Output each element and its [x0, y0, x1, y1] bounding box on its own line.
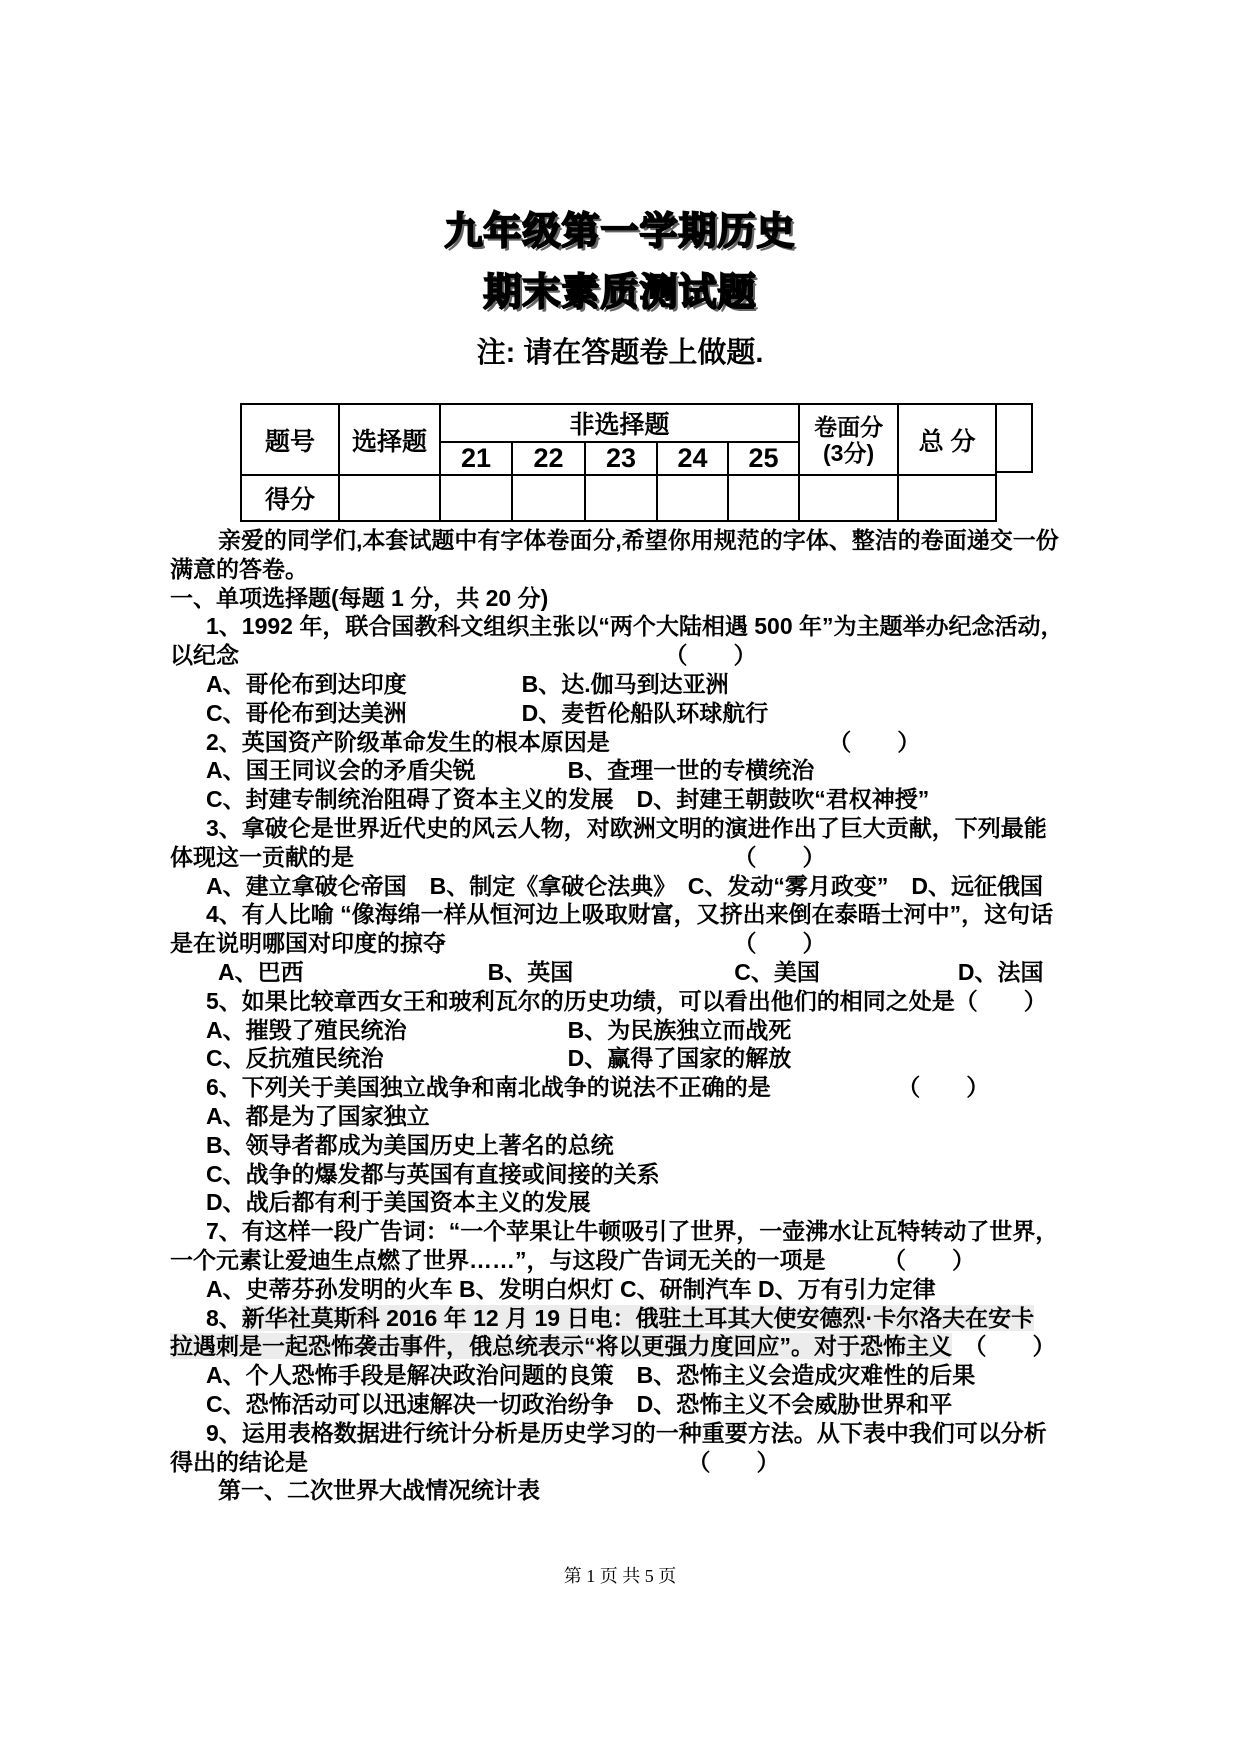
score-cell-total: [898, 475, 996, 521]
text-segment: C、战争的爆发都与英国有直接或间接的关系: [206, 1160, 660, 1187]
text-line: [170, 756, 1070, 785]
score-cell-23: [585, 475, 657, 521]
text-segment: 2、英国资产阶级革命发生的根本原因是 （ ）: [206, 728, 921, 755]
text-line: [170, 1217, 1070, 1246]
text-line: [170, 1160, 1070, 1189]
text-line: [170, 1390, 1070, 1419]
text-line: [170, 1332, 1070, 1361]
score-cell-24: [657, 475, 728, 521]
text-line: [170, 814, 1070, 843]
table-subcol-25: 25: [728, 442, 799, 475]
table-subcol-24: 24: [657, 442, 728, 475]
text-line: [170, 1131, 1070, 1160]
table-header-non-choice: 非选择题: [440, 404, 799, 442]
text-line: [170, 1188, 1070, 1217]
text-line: [170, 1476, 1070, 1505]
text-segment: 8、: [206, 1304, 242, 1331]
text-line: [170, 872, 1070, 901]
text-line: [170, 987, 1070, 1016]
highlighted-text: 拉遇刺是一起恐怖袭击事件，俄总统表示“将以更强力度回应”。对于恐怖主义: [170, 1333, 952, 1360]
text-segment: D、战后都有利于美国资本主义的发展: [206, 1189, 591, 1216]
score-cell-paper: [799, 475, 898, 521]
text-line: [170, 612, 1070, 641]
exam-title-line2: 期末素质测试题: [483, 272, 757, 314]
text-segment: A、个人恐怖手段是解决政治问题的良策 B、恐怖主义会造成灾难性的后果: [206, 1362, 976, 1389]
text-line: [170, 958, 1070, 987]
table-subcol-22: 22: [512, 442, 585, 475]
text-segment: 3、拿破仑是世界近代史的风云人物，对欧洲文明的演进作出了巨大贡献，下列最能: [206, 814, 1047, 841]
text-segment: 一个元素让爱迪生点燃了世界……”，与这段广告词无关的一项是 （ ）: [170, 1246, 975, 1273]
text-line: [170, 785, 1070, 814]
page-number-footer: 第 1 页 共 5 页: [563, 1566, 677, 1586]
text-line: [170, 584, 1070, 613]
text-line: [170, 1102, 1070, 1131]
score-cell-25: [728, 475, 799, 521]
text-segment: A、建立拿破仑帝国 B、制定《拿破仑法典》 C、发动“雾月政变” D、远征俄国: [206, 872, 1043, 899]
text-segment: 6、下列关于美国独立战争和南北战争的说法不正确的是 （ ）: [206, 1074, 990, 1101]
text-segment: C、恐怖活动可以迅速解决一切政治纷争 D、恐怖主义不会威胁世界和平: [206, 1390, 953, 1417]
text-segment: A、史蒂芬孙发明的火车 B、发明白炽灯 C、研制汽车 D、万有引力定律: [206, 1275, 936, 1302]
text-line: [170, 728, 1070, 757]
text-line: [170, 670, 1070, 699]
table-header-choice: 选择题: [339, 404, 440, 475]
exam-body-text: [170, 526, 1070, 1505]
score-table-wrap: [240, 403, 995, 522]
text-line: [170, 1304, 1070, 1333]
text-segment: A、巴西 B、英国 C、美国 D、法国: [218, 958, 1044, 985]
table-header-total: 总 分: [898, 404, 996, 475]
text-line: [170, 1448, 1070, 1477]
text-segment: 以纪念 （ ）: [170, 642, 757, 669]
exam-title-line1: 九年级第一学期历史: [444, 211, 796, 253]
text-segment: A、都是为了国家独立: [206, 1102, 430, 1129]
text-line: [170, 555, 1070, 584]
text-segment: 得出的结论是 （ ）: [170, 1448, 780, 1475]
text-segment: 体现这一贡献的是 （ ）: [170, 843, 826, 870]
text-segment: 7、有这样一段广告词：“一个苹果让牛顿吸引了世界，一壶沸水让瓦特转动了世界，: [206, 1218, 1059, 1245]
text-segment: 1、1992 年，联合国教科文组织主张以“两个大陆相遇 500 年”为主题举办纪念活动，: [206, 613, 1064, 640]
score-table: [240, 403, 997, 522]
exam-note: 注: 请在答题卷上做题.: [476, 337, 764, 369]
text-line: [170, 1044, 1070, 1073]
table-header-paper-score: [799, 404, 898, 475]
text-line: [170, 1246, 1070, 1275]
text-segment: B、领导者都成为美国历史上著名的总统: [206, 1131, 614, 1158]
text-segment: A、摧毁了殖民统治 B、为民族独立而战死: [206, 1016, 792, 1043]
highlighted-text: 新华社莫斯科 2016 年 12 月 19 日电：俄驻土耳其大使安德烈·卡尔洛夫在安卡: [241, 1304, 1035, 1331]
text-line: [170, 843, 1070, 872]
text-segment: C、封建专制统治阻碍了资本主义的发展 D、封建王朝鼓吹“君权神授”: [206, 786, 930, 813]
text-segment: 满意的答卷。: [170, 555, 308, 582]
table-subcol-23: 23: [585, 442, 657, 475]
text-line: [170, 1275, 1070, 1304]
text-segment: C、反抗殖民统治 D、赢得了国家的解放: [206, 1045, 792, 1072]
paper-score-line1: 卷面分: [814, 413, 884, 440]
text-line: [170, 526, 1070, 555]
table-stray-cell: [995, 403, 1033, 473]
text-line: [170, 1419, 1070, 1448]
text-segment: 第一、二次世界大战情况统计表: [218, 1477, 540, 1504]
text-segment: A、哥伦布到达印度 B、达.伽马到达亚洲: [206, 670, 729, 697]
table-header-question-no: 题号: [241, 404, 339, 475]
text-segment: A、国王同议会的矛盾尖锐 B、查理一世的专横统治: [206, 757, 815, 784]
text-line: [170, 1016, 1070, 1045]
score-cell-22: [512, 475, 585, 521]
text-segment: 是在说明哪国对印度的掠夺 （ ）: [170, 930, 826, 957]
text-segment: 9、运用表格数据进行统计分析是历史学习的一种重要方法。从下表中我们可以分析: [206, 1419, 1047, 1446]
score-cell-choice: [339, 475, 440, 521]
table-subcol-21: 21: [440, 442, 512, 475]
text-line: [170, 699, 1070, 728]
text-segment: 亲爱的同学们,本套试题中有字体卷面分,希望你用规范的字体、整洁的卷面递交一份: [218, 527, 1059, 553]
text-line: [170, 1361, 1070, 1390]
text-segment: 5、如果比较章西女王和玻利瓦尔的历史功绩，可以看出他们的相同之处是（ ）: [206, 987, 1047, 1014]
text-line: [170, 900, 1070, 929]
paper-score-line2: (3分): [823, 439, 875, 466]
score-cell-21: [440, 475, 512, 521]
text-segment: 一、单项选择题(每题 1 分，共 20 分): [170, 584, 549, 611]
text-line: [170, 641, 1070, 670]
text-segment: C、哥伦布到达美洲 D、麦哲伦船队环球航行: [206, 699, 769, 726]
text-segment: （ ）: [952, 1333, 1056, 1360]
text-segment: 4、有人比喻 “像海绵一样从恒河边上吸取财富，又挤出来倒在泰晤士河中”，这句话: [206, 901, 1054, 928]
text-line: [170, 929, 1070, 958]
table-row-score-label: 得分: [241, 475, 339, 521]
text-line: [170, 1073, 1070, 1102]
